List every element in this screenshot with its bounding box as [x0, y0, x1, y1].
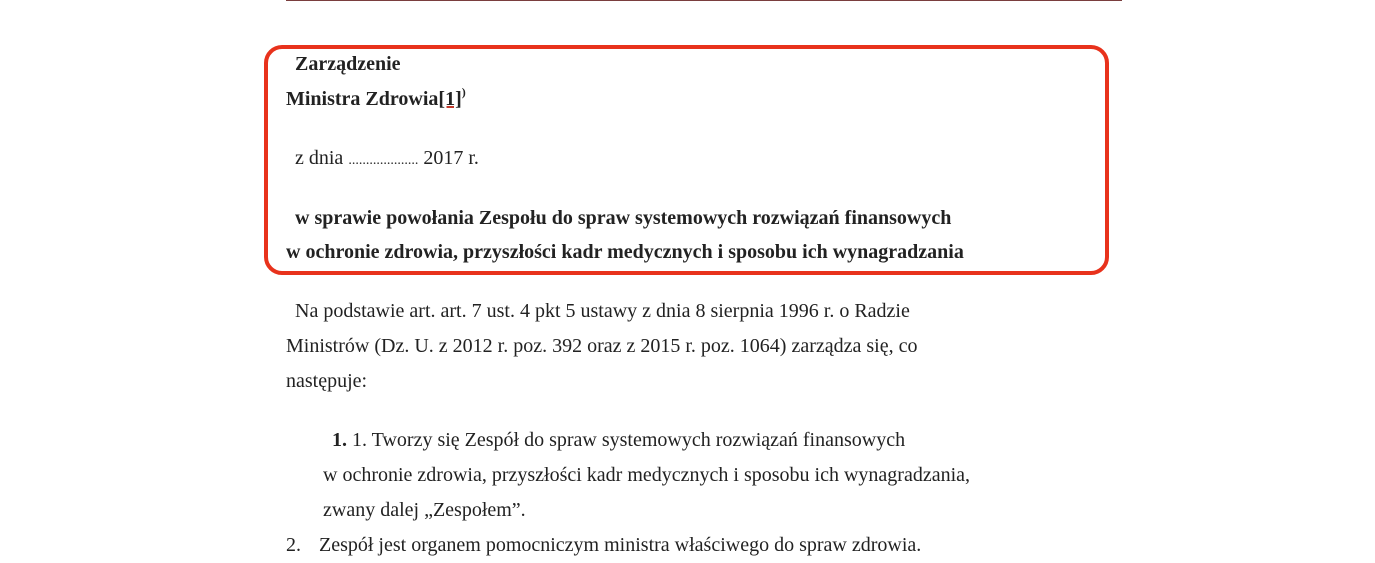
item-2-text: Zespół jest organem pomocniczym ministra właściwego do spraw zdrowia.	[319, 534, 922, 556]
preamble-line-1: Na podstawie art. art. 7 ust. 4 pkt 5 ustawy z dnia 8 sierpnia 1996 r. o Radzie	[295, 300, 910, 322]
footnote-link[interactable]: [1]	[438, 88, 462, 110]
preamble-line-2: Ministrów (Dz. U. z 2012 r. poz. 392 oraz z 2015 r. poz. 1064) zarządza się, co	[286, 335, 918, 357]
issuer-name: Ministra Zdrowia	[286, 88, 439, 110]
footnote-superscript: )	[461, 85, 466, 99]
issuer-line	[286, 87, 466, 113]
subject-line-1: w sprawie powołania Zespołu do spraw systemowych rozwiązań finansowych	[295, 207, 952, 229]
previous-section-box	[286, 0, 1122, 1]
item-2-number: 2.	[286, 534, 301, 556]
date-placeholder-dots: ....................	[348, 153, 419, 168]
paragraph-1-line-3: zwany dalej „Zespołem”.	[323, 499, 526, 521]
date-year: 2017 r.	[423, 147, 479, 169]
paragraph-1-line-1	[332, 428, 905, 452]
preamble-line-3: następuje:	[286, 370, 368, 392]
item-2-line	[286, 533, 921, 557]
date-line	[295, 146, 479, 173]
item-number: 1.	[352, 429, 367, 451]
date-prefix: z dnia	[295, 147, 344, 169]
subject-line-2: w ochronie zdrowia, przyszłości kadr medycznych i sposobu ich wynagradzania	[286, 241, 964, 263]
document-type-title: Zarządzenie	[295, 53, 401, 75]
paragraph-1-line-2: w ochronie zdrowia, przyszłości kadr medycznych i sposobu ich wynagradzania,	[323, 464, 971, 486]
paragraph-1-text-1: Tworzy się Zespół do spraw systemowych rozwiązań finansowych	[371, 429, 906, 451]
section-number: 1.	[332, 429, 347, 451]
